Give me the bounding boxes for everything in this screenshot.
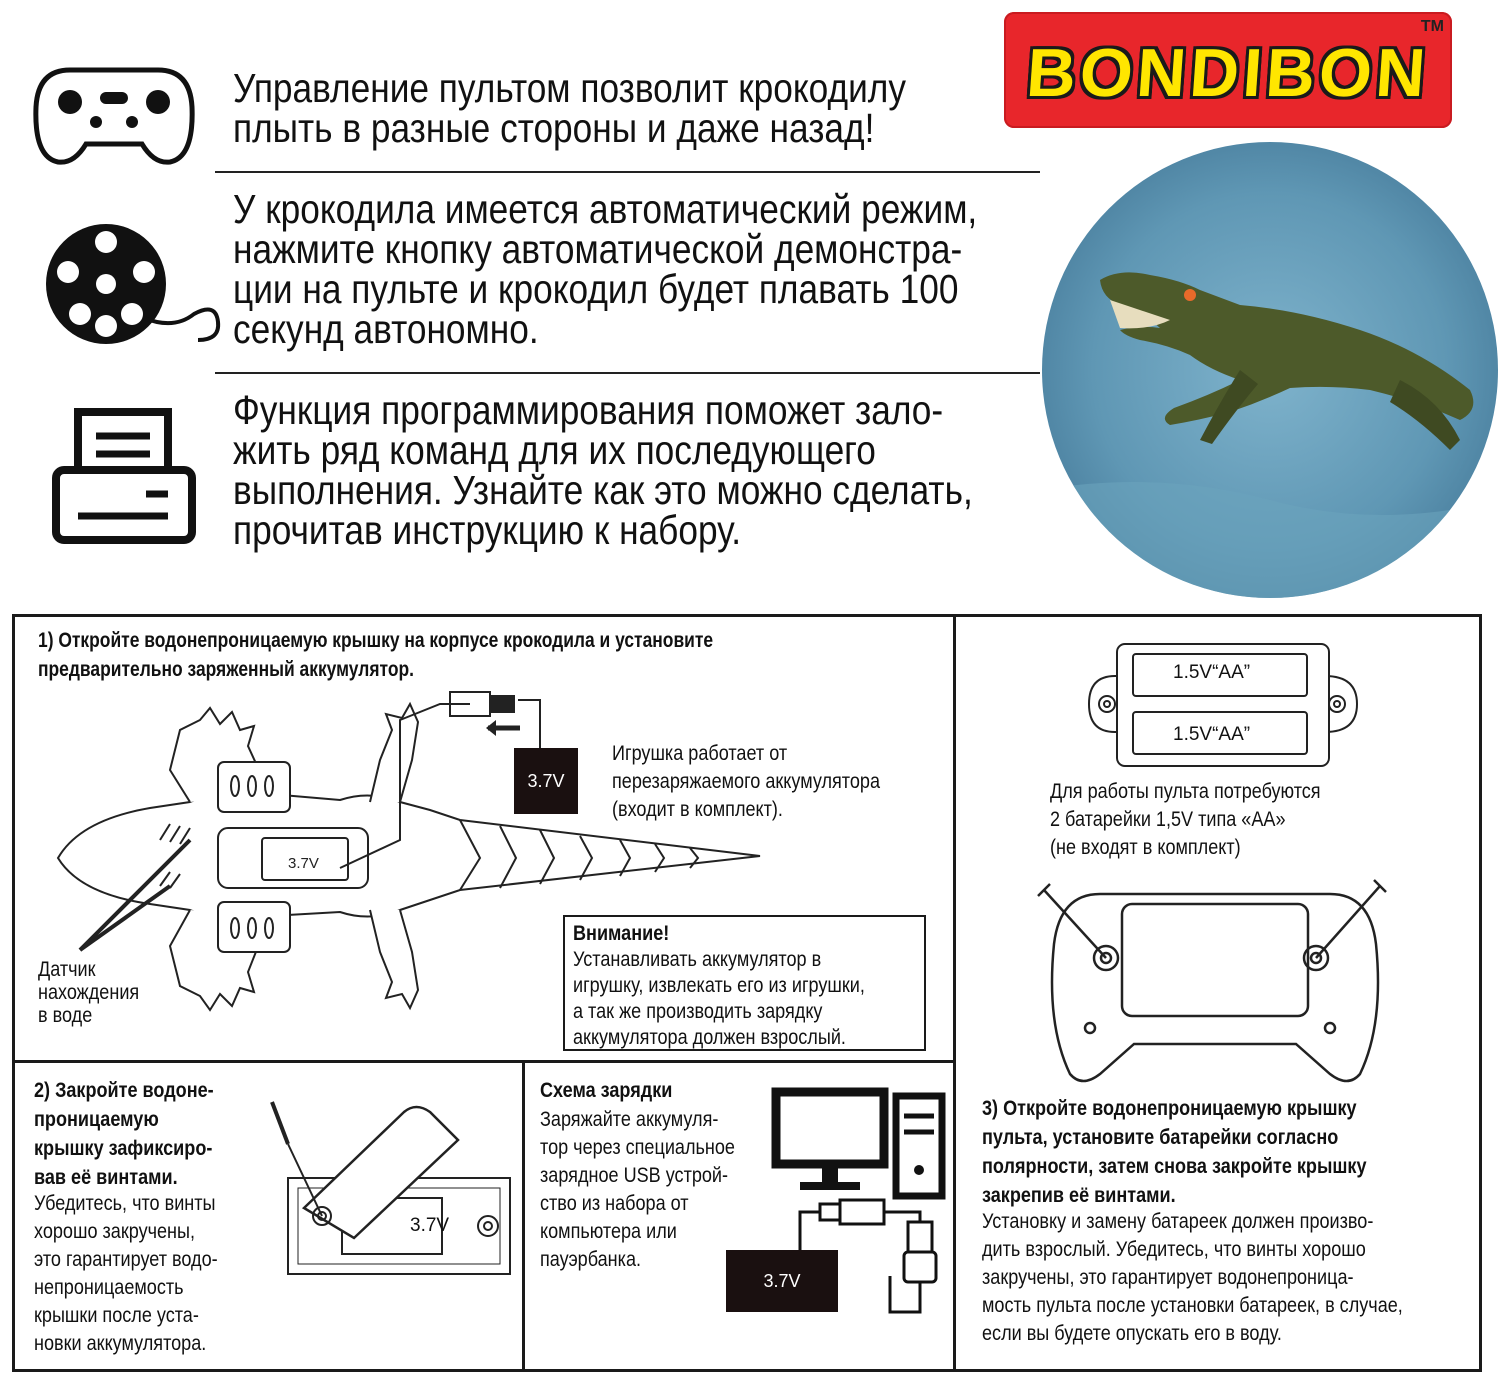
step2-body	[34, 1190, 218, 1358]
text-line: Устанавливать аккумулятор в	[573, 948, 822, 971]
remote-battery-info	[1050, 778, 1321, 862]
frame-divider	[522, 1060, 525, 1372]
text-line: У крокодила имеется автоматический режим,	[233, 186, 978, 232]
feature-remote-text	[233, 65, 906, 151]
text-line: мость пульта после установки батареек, в случае,	[982, 1294, 1403, 1317]
text-line: жить ряд команд для их последующего	[233, 427, 876, 473]
text-line: (не входят в комплект)	[1050, 836, 1241, 859]
text-line: 1) Откройте водонепроницаемую крышку на корпусе крокодила и установите	[38, 629, 714, 652]
text-line: прочитав инструкцию к набору.	[233, 507, 742, 553]
step2-title	[34, 1076, 214, 1192]
text-line: новки аккумулятора.	[34, 1332, 207, 1355]
text-line: Датчик	[38, 958, 96, 981]
aa-battery-label: 1.5V“AA”	[1173, 724, 1251, 745]
step1-info	[612, 740, 880, 824]
text-line: непроницаемость	[34, 1276, 184, 1299]
text-line: ции на пульте и крокодил будет плавать 100	[233, 266, 959, 312]
remote-controller-diagram	[1030, 874, 1400, 1092]
text-line: если вы будете опускать его в воду.	[982, 1322, 1282, 1345]
text-line: Убедитесь, что винты	[34, 1192, 216, 1215]
battery-cover-diagram	[262, 1088, 520, 1280]
step1-title	[38, 626, 713, 684]
text-line: выполнения. Узнайте как это можно сделать,	[233, 467, 973, 513]
text-line: (входит в комплект).	[612, 798, 783, 821]
schematic-battery-label: 3.7V	[288, 855, 319, 872]
water-sensor-label	[38, 958, 139, 1027]
battery-label: 3.7V	[410, 1215, 450, 1236]
gamepad-icon	[30, 62, 198, 172]
brand-logo	[1004, 12, 1452, 128]
feature-auto-mode-text	[233, 186, 978, 352]
remote-battery-compartment	[1085, 640, 1363, 770]
battery-label: 3.7V	[527, 770, 565, 791]
text-line: Заряжайте аккумуля-	[540, 1108, 719, 1131]
text-line: проницаемую	[34, 1108, 159, 1131]
text-line: Игрушка работает от	[612, 742, 788, 765]
battery-3v7-box	[726, 1250, 838, 1312]
text-line: тор через специальное	[540, 1136, 735, 1159]
battery-label: 3.7V	[763, 1270, 801, 1291]
text-line: Для работы пульта потребуются	[1050, 780, 1321, 803]
text-line: игрушку, извлекать его из игрушки,	[573, 974, 865, 997]
text-line: полярности, затем снова закройте крышку	[982, 1155, 1367, 1178]
film-reel-icon	[44, 222, 224, 346]
frame-divider	[953, 614, 956, 1372]
text-line: крышку зафиксиро-	[34, 1137, 213, 1160]
text-line: пульта, установите батарейки согласно	[982, 1126, 1339, 1149]
text-line: закрепив её винтами.	[982, 1184, 1176, 1207]
trademark-mark: TM	[1420, 18, 1444, 35]
text-line: в воде	[38, 1004, 93, 1027]
text-line: компьютера или	[540, 1220, 677, 1243]
text-line: 3) Откройте водонепроницаемую крышку	[982, 1097, 1357, 1120]
divider	[215, 171, 1040, 173]
text-line: ство из набора от	[540, 1192, 689, 1215]
text-line: нахождения	[38, 981, 140, 1004]
feature-programming-text	[233, 387, 973, 553]
battery-3v7-box	[514, 748, 578, 814]
crocodile-photo	[1040, 140, 1500, 600]
frame-divider	[12, 1060, 956, 1063]
text-line: зарядное USB устрой-	[540, 1164, 729, 1187]
printer-icon	[50, 408, 198, 546]
warning-box	[563, 915, 926, 1051]
text-line: это гарантирует водо-	[34, 1248, 218, 1271]
text-line: Управление пультом позволит крокодилу	[233, 65, 906, 111]
computer-icon	[770, 1086, 950, 1206]
text-line: вав её винтами.	[34, 1166, 178, 1189]
text-line: плыть в разные стороны и даже назад!	[233, 105, 875, 151]
text-line: дить взрослый. Убедитесь, что винты хорошо	[982, 1238, 1366, 1261]
text-line: аккумулятора должен взрослый.	[573, 1026, 846, 1049]
step3-title	[982, 1094, 1367, 1210]
divider	[215, 372, 1040, 374]
text-line: хорошо закручены,	[34, 1220, 196, 1243]
text-line: перезаряжаемого аккумулятора	[612, 770, 880, 793]
charging-title: Схема зарядки	[540, 1079, 673, 1102]
text-line: 2) Закройте водоне-	[34, 1079, 214, 1102]
text-line: секунд автономно.	[233, 306, 539, 352]
text-line: 2 батарейки 1,5V типа «АА»	[1050, 808, 1286, 831]
text-line: а так же производить зарядку	[573, 1000, 823, 1023]
warning-title: Внимание!	[573, 922, 670, 945]
text-line: предварительно заряженный аккумулятор.	[38, 658, 414, 681]
text-line: нажмите кнопку автоматической демонстра-	[233, 226, 963, 272]
logo-text: BONDIBON	[1024, 35, 1432, 111]
text-line: Установку и замену батареек должен произво-	[982, 1210, 1374, 1233]
step3-body	[982, 1208, 1403, 1348]
text-line: крышки после уста-	[34, 1304, 199, 1327]
text-line: закручены, это гарантирует водонепроница-	[982, 1266, 1354, 1289]
aa-battery-label: 1.5V“AA”	[1173, 662, 1251, 683]
text-line: Функция программирования поможет зало-	[233, 387, 944, 433]
text-line: пауэрбанка.	[540, 1248, 642, 1271]
charging-body	[540, 1106, 735, 1274]
